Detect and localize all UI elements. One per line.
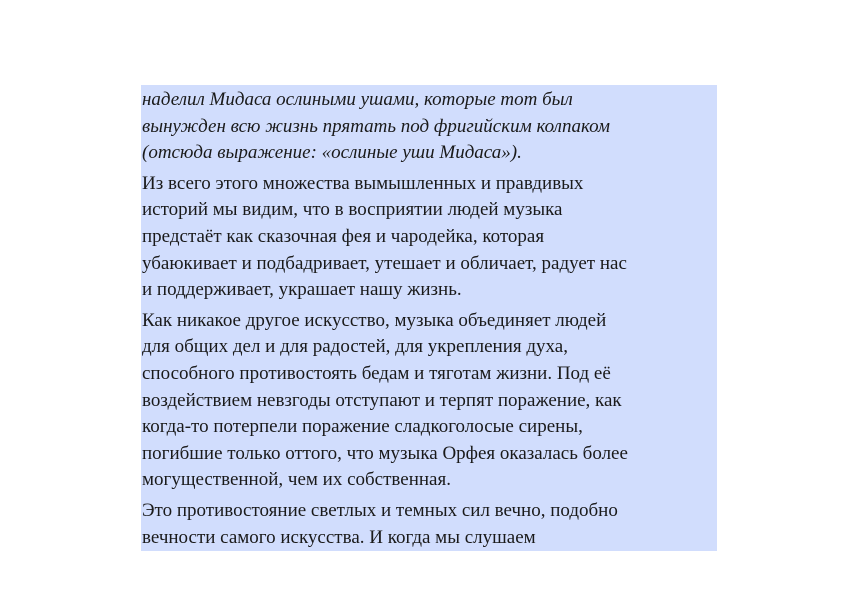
text-line: способного противостоять бедам и тяготам жизни. Под её <box>142 362 611 384</box>
text-line: Из всего этого множества вымышленных и правдивых <box>142 172 584 194</box>
text-line: погибшие только оттого, что музыка Орфея оказалась более <box>142 442 628 464</box>
text-line: и поддерживает, украшает нашу жизнь. <box>142 279 462 301</box>
paragraph-eternal-struggle <box>142 498 717 551</box>
text-line: Это противостояние светлых и темных сил вечно, подобно <box>142 499 618 521</box>
text-line: вынужден всю жизнь прятать под фригийским колпаком <box>142 115 611 137</box>
paragraph-stories <box>142 171 717 304</box>
text-line: убаюкивает и подбадривает, утешает и обличает, радует нас <box>142 252 627 274</box>
text-line: могущественной, чем их собственная. <box>142 469 451 491</box>
text-line: историй мы видим, что в восприятии людей музыка <box>142 199 563 221</box>
text-line: воздействием невзгоды отступают и терпят поражение, как <box>142 389 622 411</box>
text-line: для общих дел и для радостей, для укрепления духа, <box>142 336 568 358</box>
text-line: (отсюда выражение: «ослиные уши Мидаса»). <box>142 142 522 164</box>
paragraph-midas <box>142 87 717 167</box>
text-line: наделил Мидаса ослиными ушами, которые тот был <box>142 89 573 110</box>
paragraph-unites-people <box>142 308 717 494</box>
text-box <box>141 85 717 551</box>
text-line: когда-то потерпели поражение сладкоголосые сирены, <box>142 416 583 438</box>
text-line: предстаёт как сказочная фея и чародейка, которая <box>142 225 545 247</box>
text-line: вечности самого искусства. И когда мы слушаем <box>142 526 536 548</box>
text-line: Как никакое другое искусство, музыка объединяет людей <box>142 309 607 331</box>
